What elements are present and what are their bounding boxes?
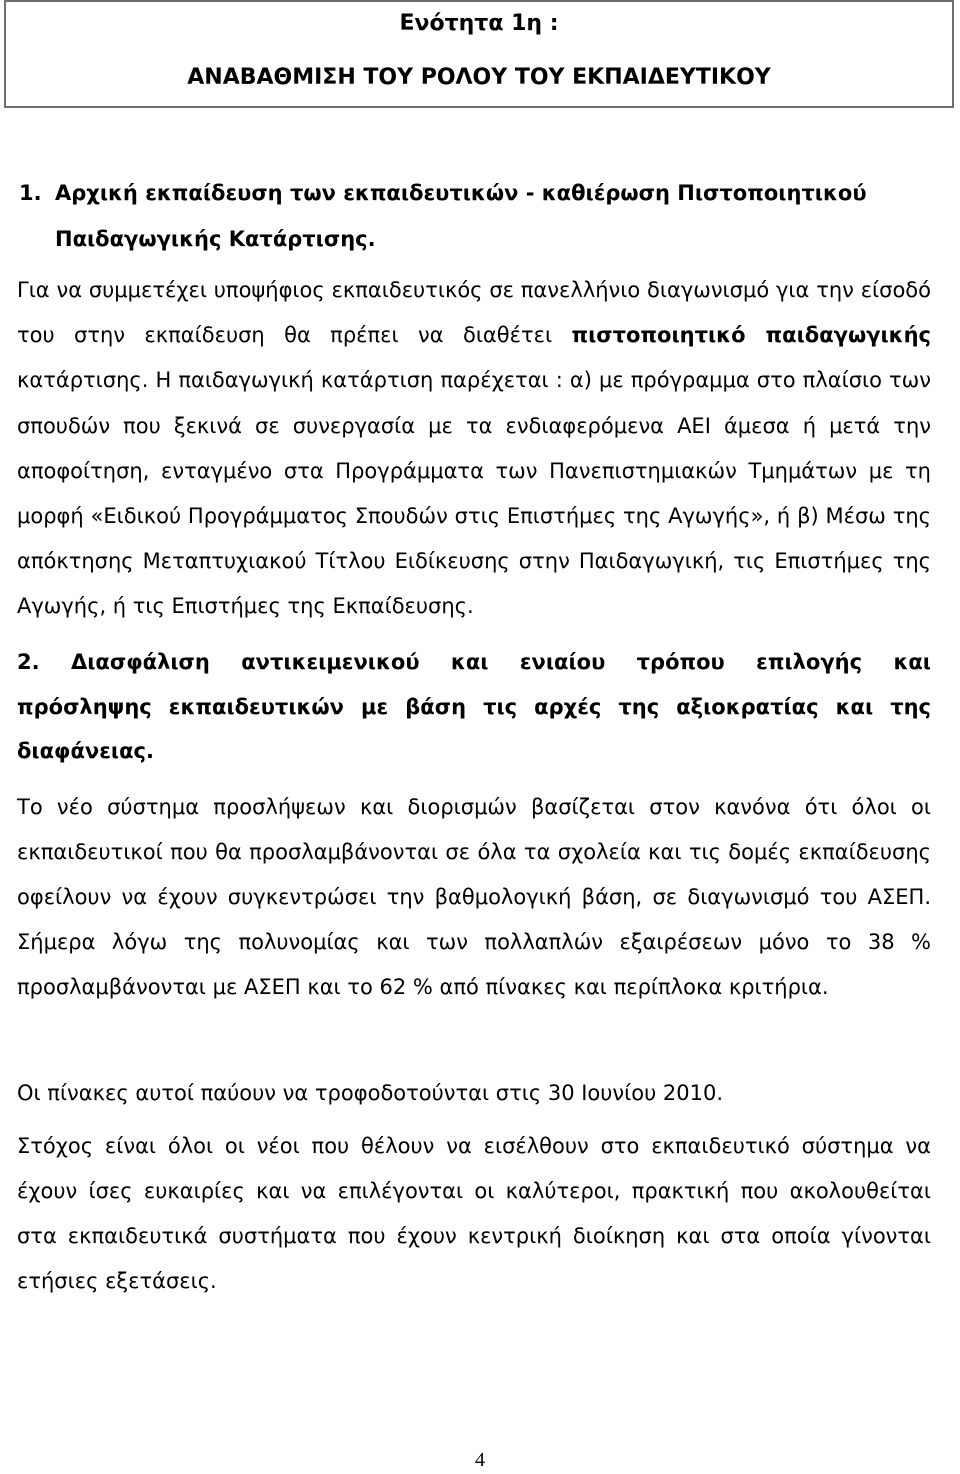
heading-1-line-1: Αρχική εκπαίδευση των εκπαιδευτικών - καθιέρωση Πιστοποιητικού xyxy=(55,181,867,205)
section-title: ΑΝΑΒΑΘΜΙΣΗ ΤΟΥ ΡΟΛΟΥ ΤΟΥ ΕΚΠΑΙΔΕΥΤΙΚΟΥ xyxy=(187,65,771,90)
paragraph-1-text-start: Για να συμμετέχει υποψήφιος εκπαιδευτικός σε πανελλήνιο διαγωνισμό για την είσοδό του στην εκπαίδευση θα πρέπει να διαθέτει xyxy=(17,278,931,348)
paragraph-1-text-end: κατάρτισης. Η παιδαγωγική κατάρτιση παρέχεται : α) με πρόγραμμα στο πλαίσιο των σπουδών που ξεκινά σε συνεργασία με τα ενδιαφερόμενα ΑΕΙ άμεσα ή μετά την αποφοίτηση, ενταγμένο στα Προγράμματα των Πανεπιστημιακών Τμημάτων με τη μορφή «Ειδικού Προγράμματος Σπουδών στις Επιστήμες της Αγωγής», ή β) Μέσω της απόκτησης Μεταπτυχιακού Τίτλου Ειδίκευσης στην Παιδαγωγική, τις Επιστήμες της Αγωγής, ή τις Επιστήμες της Εκπαίδευσης. xyxy=(17,368,931,619)
paragraph-2: Το νέο σύστημα προσλήψεων και διορισμών βασίζεται στον κανόνα ότι όλοι οι εκπαιδευτικοί που θα προσλαμβάνονται σε όλα τα σχολεία και τις δομές εκπαίδευσης οφείλουν να έχουν συγκεντρώσει την βαθμολογική βάση, σε διαγωνισμό του ΑΣΕΠ. Σήμερα λόγω της πολυνομίας και των πολλαπλών εξαιρέσεων μόνο το 38 % προσλαμβάνονται με ΑΣΕΠ και το 62 % από πίνακες και περίπλοκα κριτήρια. xyxy=(17,795,931,999)
heading-1-line-2: Παιδαγωγικής Κατάρτισης. xyxy=(55,227,376,251)
paragraph-3: Οι πίνακες αυτοί παύουν να τροφοδοτούνται στις 30 Ιουνίου 2010. xyxy=(17,1081,724,1105)
section-label: Ενότητα 1η : xyxy=(399,11,559,36)
paragraph-4: Στόχος είναι όλοι οι νέοι που θέλουν να εισέλθουν στο εκπαιδευτικό σύστημα να έχουν ίσες ευκαιρίες και να επιλέγονται οι καλύτεροι, πρακτική που ακολουθείται στα εκπαιδευτικά συστήματα που έχουν κεντρική διοίκηση και στα οποία γίνονται ετήσιες εξετάσεις. xyxy=(17,1134,931,1293)
paragraph-1-bold-text: πιστοποιητικό παιδαγωγικής xyxy=(571,323,931,348)
heading-1 xyxy=(17,170,931,262)
heading-1-number: 1. xyxy=(19,181,42,205)
section-title-box xyxy=(4,0,954,108)
heading-2: 2. Διασφάλιση αντικειμενικού και ενιαίου τρόπου επιλογής και πρόσληψης εκπαιδευτικών με βάση τις αρχές της αξιοκρατίας και της διαφάνειας. xyxy=(17,650,931,763)
page-number: 4 xyxy=(475,1449,485,1471)
paragraph-1 xyxy=(17,268,931,630)
